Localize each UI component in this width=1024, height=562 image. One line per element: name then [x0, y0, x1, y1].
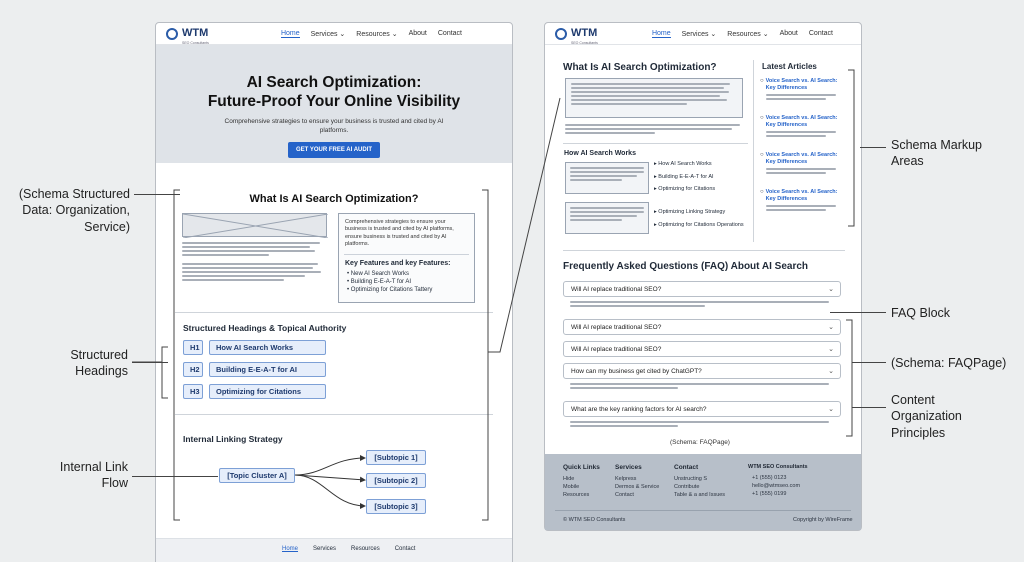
article-link[interactable]: Voice Search vs. AI Search: Key Differences	[765, 152, 838, 165]
features-box	[338, 213, 475, 303]
faq-question-4[interactable]	[563, 363, 841, 379]
footer-col-head: WTM SEO Consultants	[748, 464, 808, 470]
how-works-link[interactable]: ▸ Optimizing for Citations Operations	[654, 222, 744, 228]
how-works-link[interactable]: ▸ Optimizing Linking Strategy	[654, 208, 726, 215]
nav-about[interactable]: About	[408, 29, 427, 37]
h3-heading: Optimizing for Citations	[209, 384, 326, 399]
footer-nav-services[interactable]: Services	[313, 546, 337, 552]
faq-question-2[interactable]	[563, 319, 841, 335]
h2-tag: H2	[183, 362, 203, 377]
how-works-link[interactable]: ▸ Building E-E-A-T for AI	[654, 173, 714, 180]
annotation-connector	[132, 362, 168, 363]
free-audit-button[interactable]: GET YOUR FREE AI AUDIT	[288, 142, 380, 158]
linking-section-title: Internal Linking Strategy	[183, 434, 283, 444]
article-link[interactable]: Voice Search vs. AI Search: Key Differences	[765, 189, 838, 202]
annotation-schema-markup: Schema Markup Areas	[891, 138, 983, 169]
article-item[interactable]	[760, 115, 842, 152]
right-what-is-title: What Is AI Search Optimization?	[563, 62, 717, 73]
article-item[interactable]	[760, 152, 842, 189]
right-intro-box	[565, 78, 743, 118]
annotation-connector	[852, 362, 886, 363]
faq-answer	[570, 383, 840, 391]
footer-contact: +1 (555) 0199	[752, 491, 787, 497]
how-works-title: How AI Search Works	[564, 150, 636, 157]
logo-text: WTM	[571, 26, 598, 39]
bullet-icon: ○	[760, 115, 764, 121]
how-works-link[interactable]: ▸ How AI Search Works	[654, 161, 712, 167]
features-title: Key Features and key Features:	[345, 259, 451, 267]
nav-resources[interactable]: Resources ⌄	[727, 30, 769, 38]
faq-question-1[interactable]	[563, 281, 841, 297]
bullet-icon: ○	[760, 189, 764, 195]
footer-link[interactable]: Mobile	[563, 484, 580, 490]
topic-cluster-node: [Topic Cluster A]	[219, 468, 295, 483]
chevron-down-icon: ⌄	[828, 324, 834, 331]
left-navbar	[156, 23, 512, 45]
faq-question-text: Will AI replace traditional SEO?	[571, 285, 662, 293]
faq-answer	[570, 421, 840, 429]
features-intro: Comprehensive strategies to ensure your business is trusted and cited by AI platforms, ensure business is trusted and cited by AI platforms.	[345, 219, 454, 248]
right-logo[interactable]	[555, 23, 598, 45]
feature-text: Building E-E-A-T for AI	[350, 278, 412, 285]
right-body-text	[565, 124, 745, 136]
footer-nav-contact[interactable]: Contact	[394, 546, 416, 552]
footer-link[interactable]: Unstructing S	[674, 476, 708, 482]
footer-link[interactable]: Resources	[563, 492, 590, 498]
right-navbar	[545, 23, 861, 45]
sidebar-divider	[753, 60, 754, 242]
h2-heading: Building E-E-A-T for AI	[209, 362, 326, 377]
subtopic-node-2: [Subtopic 2]	[366, 473, 426, 488]
footer-nav-resources[interactable]: Resources	[351, 546, 380, 552]
footer-link[interactable]: Contribute	[674, 484, 700, 490]
link-text: Optimizing for Citations	[658, 186, 716, 192]
logo-subtext: SEO Consultants	[182, 40, 209, 45]
globe-icon	[166, 28, 178, 40]
footer-copyright: © WTM SEO Consultants	[563, 517, 626, 523]
footer-link[interactable]: Kelpress	[615, 476, 637, 482]
hero-section	[156, 45, 512, 163]
article-item[interactable]	[760, 78, 842, 115]
left-divider	[175, 414, 493, 415]
headings-section-title: Structured Headings & Topical Authority	[183, 323, 347, 333]
hero-title	[156, 74, 512, 111]
image-placeholder-cross	[183, 214, 328, 238]
bullet-icon: ○	[760, 78, 764, 84]
bullet-icon: ○	[760, 152, 764, 158]
footer-link[interactable]: Contact	[615, 492, 634, 498]
subtopic-node-1: [Subtopic 1]	[366, 450, 426, 465]
link-text: How AI Search Works	[658, 161, 712, 167]
h1-heading: How AI Search Works	[209, 340, 326, 355]
annotation-connector	[132, 476, 218, 477]
nav-contact[interactable]: Contact	[808, 29, 833, 37]
annotation-content-org: Content Organization Principles	[891, 393, 962, 440]
nav-services[interactable]: Services ⌄	[310, 30, 346, 38]
hero-subtitle: Comprehensive strategies to ensure your business is trusted and cited by AI platforms.	[224, 118, 444, 135]
how-works-thumb-1	[565, 162, 649, 194]
nav-home[interactable]: Home	[651, 29, 671, 37]
how-works-link[interactable]: ▸ Optimizing for Citations	[654, 186, 716, 192]
annotation-connector	[830, 312, 886, 313]
faq-question-text: Will AI replace traditional SEO?	[571, 323, 662, 331]
left-what-is-title: What Is AI Search Optimization?	[249, 193, 419, 205]
how-works-thumb-2	[565, 202, 649, 234]
right-divider	[563, 143, 748, 144]
article-link[interactable]: Voice Search vs. AI Search: Key Differences	[765, 78, 838, 91]
h1-tag: H1	[183, 340, 203, 355]
chevron-down-icon: ⌄	[828, 368, 834, 375]
left-body-text	[182, 242, 327, 283]
annotation-connector	[134, 194, 180, 195]
article-item[interactable]	[760, 189, 842, 226]
left-divider	[175, 312, 493, 313]
chevron-down-icon: ⌄	[828, 286, 834, 293]
nav-resources[interactable]: Resources ⌄	[356, 30, 398, 38]
footer-contact[interactable]: hello@wtmseo.com	[752, 483, 801, 489]
footer-link[interactable]: Dermos & Service	[615, 484, 660, 490]
footer-contact: +1 (555) 0123	[752, 475, 787, 481]
footer-divider	[555, 510, 851, 511]
latest-articles-title: Latest Articles	[762, 62, 817, 71]
annotation-structured-headings: Structured Headings	[70, 348, 128, 379]
faq-question-5[interactable]	[563, 401, 841, 417]
faq-answer	[570, 301, 840, 309]
feature-item: • Optimizing for Citations Tattery	[347, 286, 433, 293]
faq-question-text: Will AI replace traditional SEO?	[571, 345, 662, 353]
image-placeholder	[182, 213, 327, 237]
chevron-down-icon: ⌄	[828, 406, 834, 413]
link-text: Optimizing for Citations Operations	[658, 222, 744, 228]
right-divider	[563, 250, 845, 251]
nav-home[interactable]: Home	[280, 29, 300, 37]
h3-tag: H3	[183, 384, 203, 399]
footer-nav-home[interactable]: Home	[282, 546, 299, 552]
link-text: Building E-E-A-T for AI	[658, 173, 714, 180]
annotation-internal-link-flow: Internal Link Flow	[59, 460, 128, 491]
faq-schema-caption: (Schema: FAQPage)	[670, 439, 730, 446]
feature-text: New AI Search Works	[350, 270, 410, 277]
annotation-schema-faqpage: (Schema: FAQPage)	[891, 356, 1007, 370]
faq-question-text: How can my business get cited by ChatGPT?	[571, 367, 702, 375]
article-link[interactable]: Voice Search vs. AI Search: Key Differences	[765, 115, 838, 128]
footer-col-head: Services	[615, 464, 642, 471]
hero-title-line2: Future-Proof Your Online Visibility	[207, 92, 461, 110]
annotation-faq-block: FAQ Block	[891, 306, 951, 320]
left-logo[interactable]	[166, 23, 209, 45]
feature-item: • Building E-E-A-T for AI	[347, 278, 412, 285]
latest-articles-list	[760, 78, 842, 226]
hero-title-line1: AI Search Optimization:	[246, 74, 422, 91]
footer-col-head: Contact	[674, 464, 699, 471]
nav-about[interactable]: About	[779, 29, 798, 37]
feature-item: • New AI Search Works	[347, 270, 410, 277]
footer-credit: Copyright by WireFrame	[793, 517, 853, 523]
globe-icon	[555, 28, 567, 40]
faq-question-3[interactable]	[563, 341, 841, 357]
faq-question-text: What are the key ranking factors for AI search?	[571, 405, 707, 413]
footer-link[interactable]: Table & a and Issues	[674, 492, 726, 498]
footer-link[interactable]: Hide	[563, 476, 575, 482]
nav-contact[interactable]: Contact	[437, 29, 462, 37]
how-works-links	[654, 162, 744, 229]
annotation-schema-structured: (Schema Structured Data: Organization, Service)	[18, 187, 130, 234]
nav-services[interactable]: Services ⌄	[681, 30, 717, 38]
faq-title: Frequently Asked Questions (FAQ) About AI Search	[563, 261, 809, 272]
left-footer-nav	[282, 546, 415, 552]
logo-text: WTM	[182, 26, 209, 39]
link-flow-arrows	[293, 448, 373, 518]
subtopic-node-3: [Subtopic 3]	[366, 499, 426, 514]
link-text: Optimizing Linking Strategy	[658, 208, 726, 215]
logo-subtext: SEO Consultants	[571, 40, 598, 45]
annotation-connector	[860, 147, 886, 148]
footer-col-head: Quick Links	[563, 464, 600, 471]
feature-text: Optimizing for Citations Tattery	[350, 286, 433, 293]
annotation-connector	[852, 407, 886, 408]
chevron-down-icon: ⌄	[828, 346, 834, 353]
